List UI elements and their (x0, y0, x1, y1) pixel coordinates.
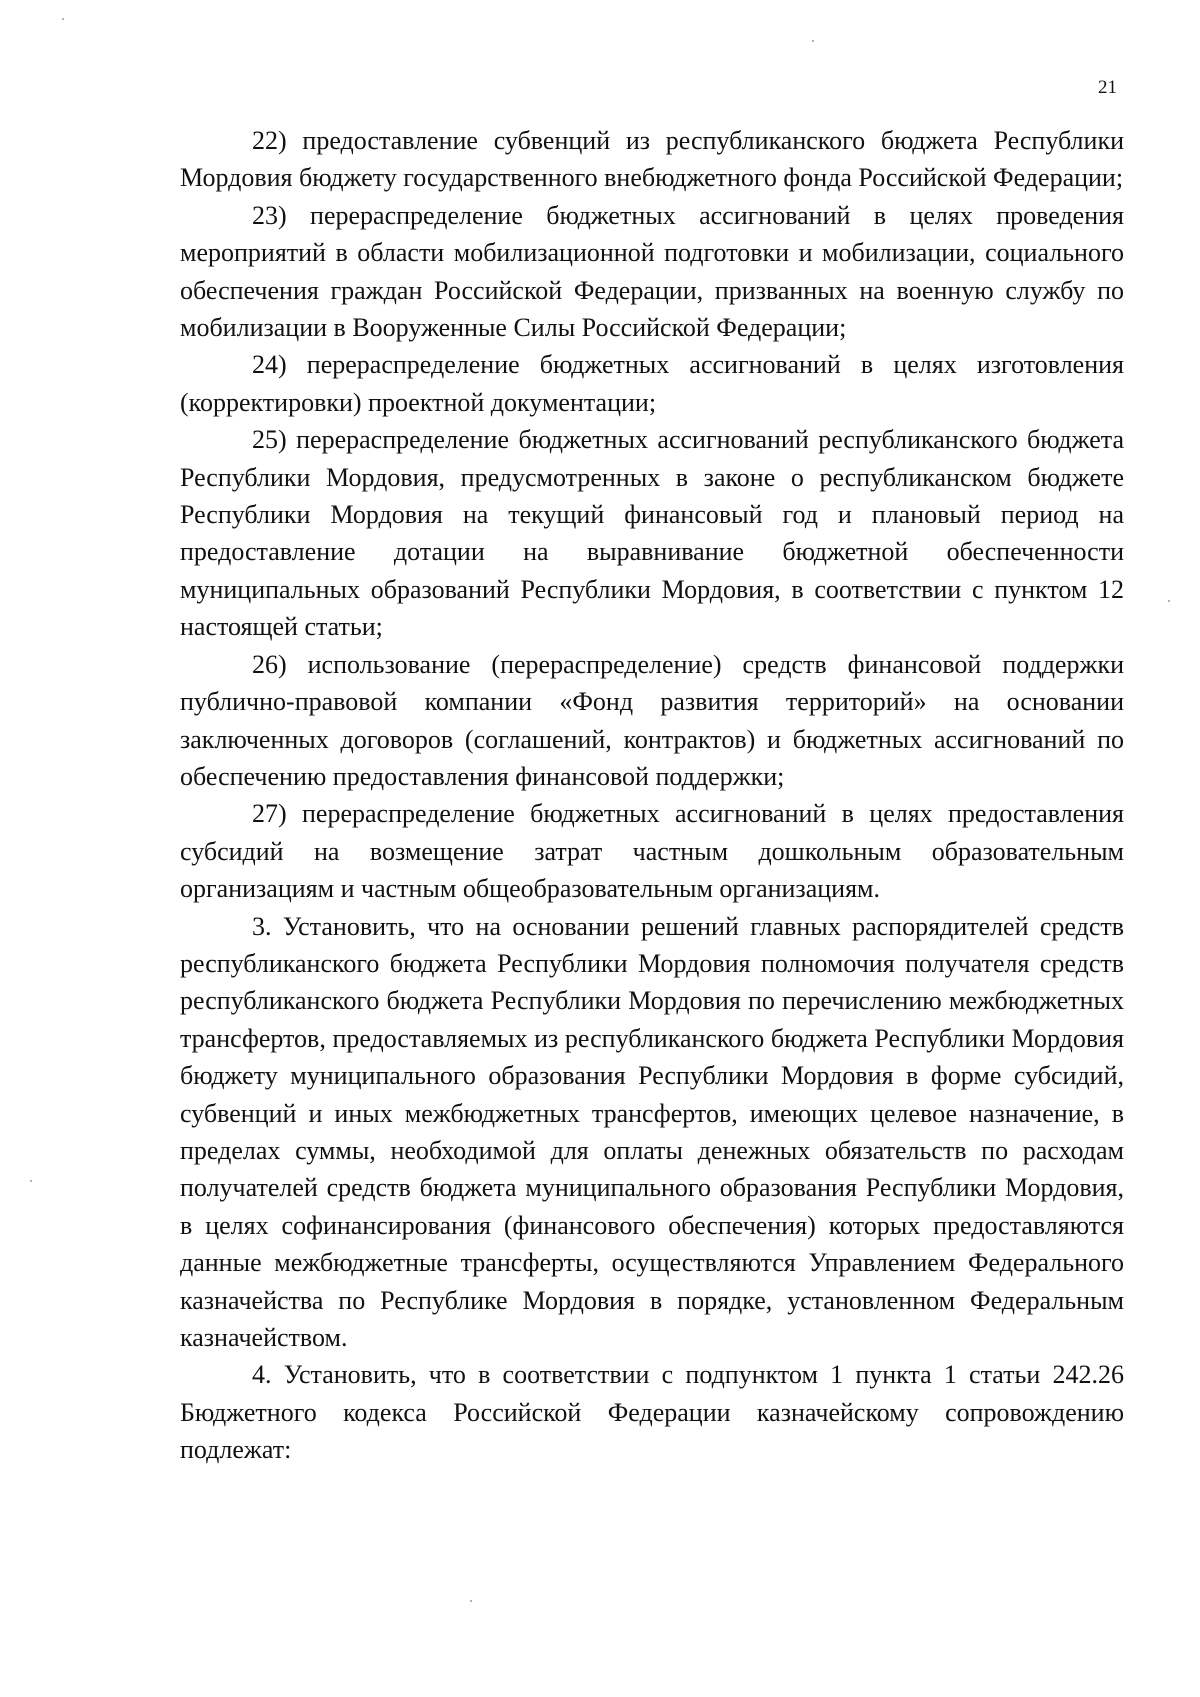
scan-speck (62, 18, 64, 20)
paragraph-section-3: 3. Установить, что на основании решений главных распорядителей средств республиканского бюджета Республики Мордовия полномочия получателя средств республиканского бюджета Республики Мордовия по перечислению межбюджетных трансфертов, предоставляемых из республиканского бюджета Республики Мордовия бюджету муниципального образования Республики Мордовия в форме субсидий, субвенций и иных межбюджетных трансфертов, имеющих целевое назначение, в пределах суммы, необходимой для оплаты денежных обязательств по расходам получателей средств бюджета муниципального образования Республики Мордовия, в целях софинансирования (финансового обеспечения) которых предоставляются данные межбюджетные трансферты, осуществляются Управлением Федерального казначейства по Республике Мордовия в порядке, установленном Федеральным казначейством. (180, 911, 1124, 1352)
paragraph-section-4: 4. Установить, что в соответствии с подпунктом 1 пункта 1 статьи 242.26 Бюджетного кодекса Российской Федерации казначейскому сопровождению подлежат: (180, 1360, 1124, 1465)
scan-speck (470, 1600, 472, 1602)
paragraph-item-27: 27) перераспределение бюджетных ассигнований в целях предоставления субсидий на возмещение затрат частным дошкольным образовательным организациям и частным общеобразовательным организациям. (180, 799, 1124, 904)
scan-speck (1168, 600, 1170, 602)
document-body (180, 122, 1124, 1469)
paragraph-item-26: 26) использование (перераспределение) средств финансовой поддержки публично-правовой компании «Фонд развития территорий» на основании заключенных договоров (соглашений, контрактов) и бюджетных ассигнований по обеспечению предоставления финансовой поддержки; (180, 649, 1124, 791)
scan-speck (812, 40, 814, 42)
paragraph-item-24: 24) перераспределение бюджетных ассигнований в целях изготовления (корректировки) проектной документации; (180, 350, 1124, 417)
page-number: 21 (1098, 77, 1117, 98)
scan-speck (30, 1180, 32, 1182)
paragraph-item-23: 23) перераспределение бюджетных ассигнований в целях проведения мероприятий в области мобилизационной подготовки и мобилизации, социального обеспечения граждан Российской Федерации, призванных на военную службу по мобилизации в Вооруженные Силы Российской Федерации; (180, 200, 1124, 343)
paragraph-item-25: 25) перераспределение бюджетных ассигнований республиканского бюджета Республики Мордовия, предусмотренных в законе о республиканском бюджете Республики Мордовия на текущий финансовый год и плановый период на предоставление дотации на выравнивание бюджетной обеспеченности муниципальных образований Республики Мордовия, в соответствии с пунктом 12 настоящей статьи; (180, 425, 1124, 642)
paragraph-item-22: 22) предоставление субвенций из республиканского бюджета Республики Мордовия бюджету государственного внебюджетного фонда Российской Федерации; (180, 126, 1124, 193)
